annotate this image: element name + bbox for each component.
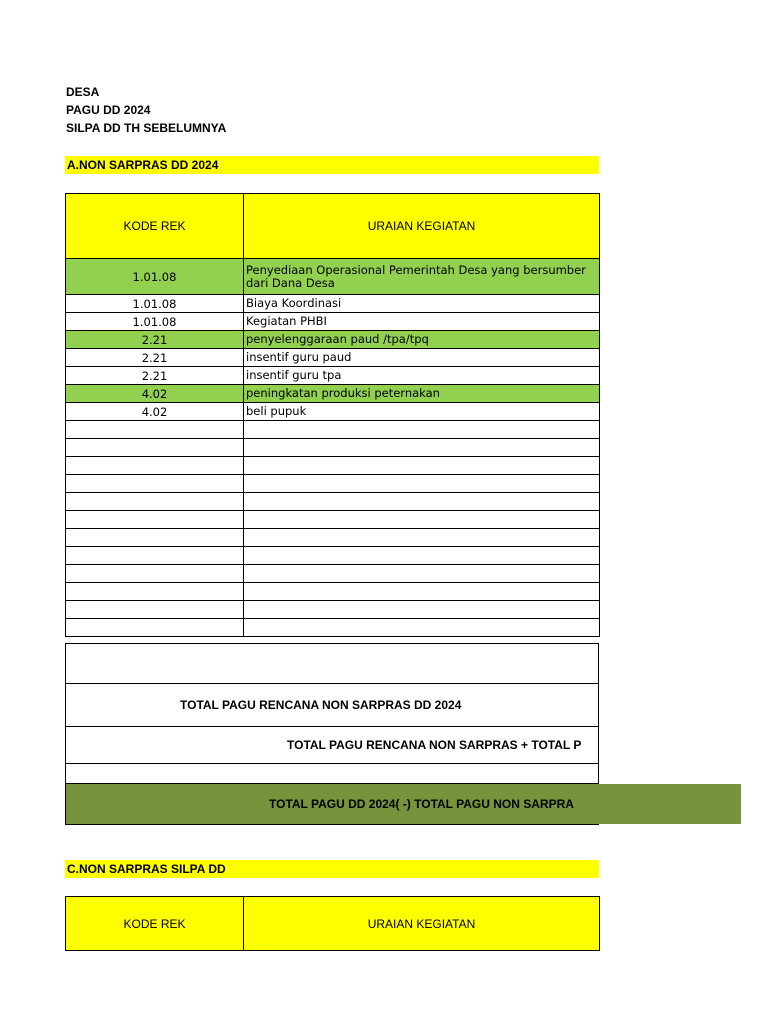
table-row xyxy=(66,403,600,421)
blank-total-area xyxy=(65,643,599,684)
empty-row xyxy=(66,583,600,601)
empty-cell xyxy=(66,565,244,583)
empty-cell xyxy=(66,619,244,637)
empty-cell xyxy=(66,583,244,601)
uraian-cell: penyelenggaraan paud /tpa/tpq xyxy=(244,331,600,349)
empty-row xyxy=(66,511,600,529)
table-row xyxy=(66,367,600,385)
empty-cell xyxy=(66,529,244,547)
header-pagu-dd: PAGU DD 2024 xyxy=(66,103,151,117)
empty-cell xyxy=(244,619,600,637)
uraian-cell: insentif guru tpa xyxy=(244,367,600,385)
empty-cell xyxy=(244,493,600,511)
empty-cell xyxy=(244,565,600,583)
kode-rek-cell: 1.01.08 xyxy=(66,295,244,313)
table-row xyxy=(66,295,600,313)
empty-cell xyxy=(66,475,244,493)
difference-bottom-border xyxy=(65,824,599,825)
empty-cell xyxy=(244,511,600,529)
uraian-cell: insentif guru paud xyxy=(244,349,600,367)
section-a-table xyxy=(65,193,600,637)
difference-bar xyxy=(65,784,741,824)
empty-cell xyxy=(244,421,600,439)
empty-cell xyxy=(66,511,244,529)
table-row xyxy=(66,331,600,349)
col-uraian-header: URAIAN KEGIATAN xyxy=(244,194,600,259)
empty-cell xyxy=(66,601,244,619)
empty-row xyxy=(66,529,600,547)
empty-cell xyxy=(244,457,600,475)
empty-cell xyxy=(244,583,600,601)
kode-rek-cell: 1.01.08 xyxy=(66,313,244,331)
empty-row xyxy=(66,565,600,583)
blank-row xyxy=(65,764,599,784)
table-header-row xyxy=(66,194,600,259)
empty-row xyxy=(66,547,600,565)
empty-row xyxy=(66,439,600,457)
table-row xyxy=(66,259,600,295)
empty-cell xyxy=(244,439,600,457)
section-c-title: C.NON SARPRAS SILPA DD xyxy=(65,860,599,878)
uraian-cell: Kegiatan PHBI xyxy=(244,313,600,331)
empty-cell xyxy=(244,475,600,493)
empty-row xyxy=(66,421,600,439)
difference-label: TOTAL PAGU DD 2024( -) TOTAL PAGU NON SARPRA xyxy=(269,797,574,811)
col-kode-rek-header: KODE REK xyxy=(66,194,244,259)
kode-rek-cell: 2.21 xyxy=(66,367,244,385)
uraian-cell: Biaya Koordinasi xyxy=(244,295,600,313)
empty-row xyxy=(66,457,600,475)
header-silpa: SILPA DD TH SEBELUMNYA xyxy=(66,121,227,135)
kode-rek-cell: 2.21 xyxy=(66,349,244,367)
empty-cell xyxy=(66,439,244,457)
empty-row xyxy=(66,475,600,493)
kode-rek-cell: 2.21 xyxy=(66,331,244,349)
empty-cell xyxy=(244,601,600,619)
header-desa: DESA xyxy=(66,85,100,99)
empty-cell xyxy=(66,457,244,475)
uraian-cell: Penyediaan Operasional Pemerintah Desa yang bersumber dari Dana Desa xyxy=(244,259,600,295)
empty-row xyxy=(66,493,600,511)
table-row xyxy=(66,349,600,367)
empty-cell xyxy=(66,493,244,511)
empty-row xyxy=(66,601,600,619)
uraian-cell: beli pupuk xyxy=(244,403,600,421)
kode-rek-cell: 4.02 xyxy=(66,385,244,403)
table-header-row xyxy=(66,897,600,951)
empty-cell xyxy=(244,547,600,565)
col-kode-rek-header: KODE REK xyxy=(66,897,244,951)
section-a-title: A.NON SARPRAS DD 2024 xyxy=(65,156,599,174)
kode-rek-cell: 4.02 xyxy=(66,403,244,421)
empty-row xyxy=(66,619,600,637)
total-pagu-plus: TOTAL PAGU RENCANA NON SARPRAS + TOTAL P xyxy=(65,727,599,764)
empty-cell xyxy=(66,547,244,565)
total-pagu-non-sarpras: TOTAL PAGU RENCANA NON SARPRAS DD 2024 xyxy=(65,684,599,727)
kode-rek-cell: 1.01.08 xyxy=(66,259,244,295)
table-row xyxy=(66,385,600,403)
empty-cell xyxy=(66,421,244,439)
uraian-cell: peningkatan produksi peternakan xyxy=(244,385,600,403)
col-uraian-header: URAIAN KEGIATAN xyxy=(244,897,600,951)
section-c-table xyxy=(65,896,600,951)
empty-cell xyxy=(244,529,600,547)
table-row xyxy=(66,313,600,331)
